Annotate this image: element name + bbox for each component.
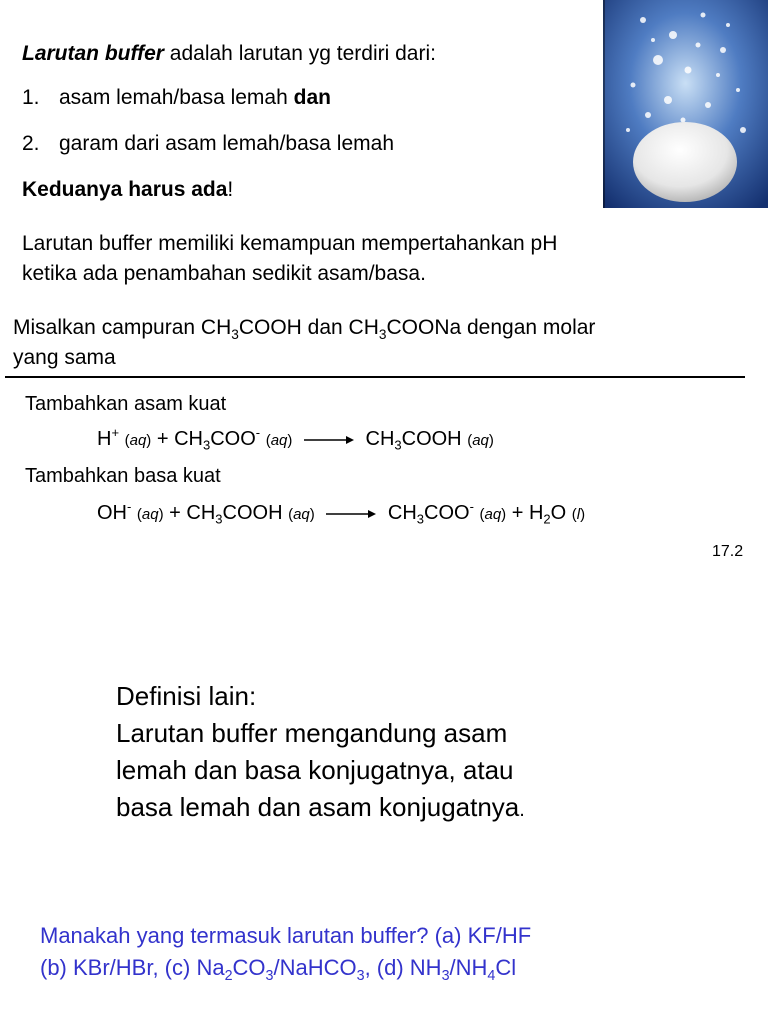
question-line-2: (b) KBr/HBr, (c) $Na_2CO_3/NaHCO_3$, (d) $NH_3/NH_4Cl$ [40, 955, 517, 984]
acid-equation: H+ $(aq) + CH_3COO^-$ (aq) $CH_3COOH$ (aq) [97, 425, 494, 453]
reaction-arrow-icon [304, 435, 354, 445]
example-line-1: Misalkan campuran $CH_3COOH$ dan $CH_3COONa$ dengan molar [13, 316, 596, 342]
base-equation: OH- $(aq) + CH_3COOH$ (aq) $CH_3COO^-$ $(aq) + H_2O$ (l) [97, 499, 586, 527]
ability-line-1: Larutan buffer memiliki kemampuan mempertahankan pH [22, 232, 558, 255]
reaction-arrow-icon [326, 509, 376, 519]
list-text: garam dari asam lemah/basa lemah [59, 132, 394, 155]
divider [5, 376, 745, 378]
buffer-term: Larutan buffer [22, 42, 164, 65]
list-item [22, 132, 394, 156]
definition-line: Larutan buffer mengandung asam [116, 718, 508, 748]
definition-line: lemah dan basa konjugatnya, atau [116, 755, 514, 785]
intro-line [22, 42, 436, 66]
definition-title: Definisi lain: [116, 681, 257, 711]
question-line-1: Manakah yang termasuk larutan buffer? (a) KF/HF [40, 923, 532, 948]
base-heading: Tambahkan basa kuat [25, 465, 221, 487]
must-note: Keduanya harus ada! [22, 178, 234, 201]
acid-heading: Tambahkan asam kuat [25, 393, 227, 415]
intro-rest: adalah larutan yg terdiri dari: [163, 42, 436, 65]
definition [116, 678, 525, 829]
example-line-2: yang sama [13, 346, 116, 369]
slide-number: 17.2 [712, 543, 744, 560]
effervescent-tablet-photo [603, 0, 768, 208]
definition-line: basa lemah dan asam konjugatnya. [116, 792, 525, 822]
list-number: 1. [22, 86, 40, 109]
list-number: 2. [22, 132, 40, 155]
list-text: asam lemah/basa lemah dan [59, 86, 331, 109]
list-item [22, 86, 331, 110]
ability-line-2: ketika ada penambahan sedikit asam/basa. [22, 262, 426, 285]
